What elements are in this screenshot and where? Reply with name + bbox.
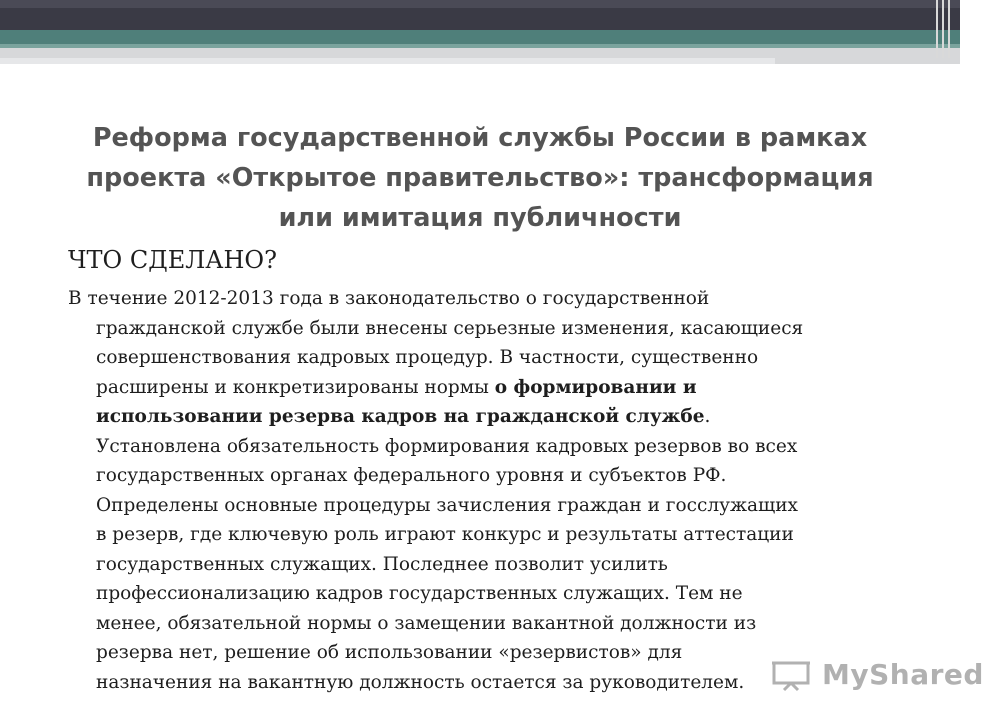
watermark bbox=[770, 658, 984, 691]
slide-title-line-3: или имитация публичности bbox=[278, 203, 682, 233]
body-line: совершенствования кадровых процедур. В частности, существенно bbox=[96, 347, 759, 368]
slide-title-line-1: Реформа государственной службы России в рамках bbox=[92, 123, 868, 153]
body-paragraph bbox=[68, 284, 918, 697]
body-line bbox=[68, 402, 918, 432]
body-line: Установлена обязательность формирования кадровых резервов во всех bbox=[96, 435, 798, 457]
body-line-text: . bbox=[704, 406, 711, 427]
presentation-board-icon bbox=[770, 659, 814, 691]
slide-title-line-2: проекта «Открытое правительство»: трансформация bbox=[86, 163, 874, 193]
top-band-highlight bbox=[0, 0, 960, 8]
body-emphasis: использовании резерва кадров на гражданской службе bbox=[96, 406, 705, 427]
grey-header-band-inner bbox=[0, 58, 775, 64]
body-line-text: расширены и конкретизированы нормы bbox=[96, 376, 495, 398]
body-line: Определены основные процедуры зачисления граждан и госслужащих bbox=[96, 494, 798, 516]
body-line: государственных служащих. Последнее позволит усилить bbox=[96, 553, 668, 575]
slide-title bbox=[60, 118, 900, 238]
body-line: профессионализацию кадров государственных служащих. Тем не bbox=[96, 583, 743, 604]
body-line: в резерв, где ключевую роль играют конкурс и результаты аттестации bbox=[96, 524, 794, 545]
watermark-text: MyShared bbox=[822, 658, 984, 691]
body-line: государственных органах федерального уровня и субъектов РФ. bbox=[96, 465, 727, 486]
teal-accent-stripe bbox=[0, 30, 960, 44]
corner-decoration bbox=[934, 0, 960, 60]
body-line: гражданской службе были внесены серьезные изменения, касающиеся bbox=[96, 317, 804, 339]
body-line: резерва нет, решение об использовании «резервистов» для bbox=[96, 642, 683, 663]
body-line: В течение 2012-2013 года в законодательство о государственной bbox=[68, 288, 710, 309]
body-line: менее, обязательной нормы о замещении вакантной должности из bbox=[96, 612, 757, 634]
body-line: назначения на вакантную должность остается за руководителем. bbox=[96, 671, 745, 693]
body-line bbox=[68, 373, 918, 403]
section-heading: ЧТО СДЕЛАНО? bbox=[68, 246, 277, 274]
body-emphasis: о формировании и bbox=[494, 376, 697, 398]
